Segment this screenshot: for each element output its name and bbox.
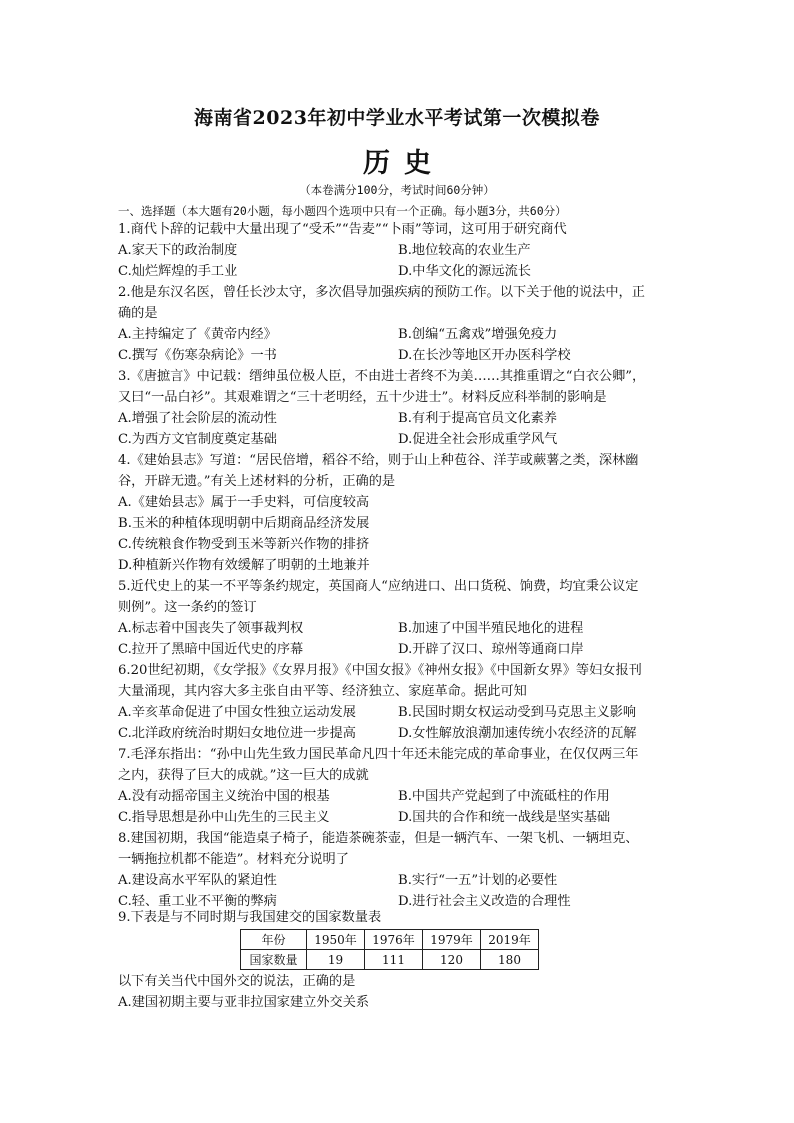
exam-title: 海南省2023年初中学业水平考试第一次模拟卷 (194, 107, 600, 129)
section-heading: 一、选择题（本大题有20小题，每小题四个选项中只有一个正确。每小题3分，共60分） (118, 204, 567, 218)
question-stem: 则例”。这一条约的签订 (118, 600, 257, 615)
option-a: A.建国初期主要与亚非拉国家建立外交关系 (118, 995, 370, 1010)
option-a: A.没有动摇帝国主义统治中国的根基 (118, 789, 330, 804)
question-stem: 之内，获得了巨大的成就。”这一巨大的成就 (118, 768, 369, 783)
question-stem: 1.商代卜辞的记载中大量出现了“受禾”“告麦”“卜雨”等词，这可用于研究商代 (118, 222, 567, 237)
option-d: D.进行社会主义改造的合理性 (398, 894, 571, 909)
option-b: B.民国时期女权运动受到马克思主义影响 (398, 705, 637, 720)
option-a: A.标志着中国丧失了领事裁判权 (118, 621, 304, 636)
table-cell: 111 (365, 950, 423, 970)
option-a: A.家天下的政治制度 (118, 243, 238, 258)
question-stem: 7.毛泽东指出：“孙中山先生致力国民革命凡四十年还未能完成的革命事业，在仅仅两三年 (118, 747, 639, 762)
option-c: C.轻、重工业不平衡的弊病 (118, 894, 277, 909)
question-stem: 5.近代史上的某一不平等条约规定，英国商人“应纳进口、出口货税、饷费，均宜秉公议定 (118, 579, 639, 594)
option-d: D.促进全社会形成重学风气 (398, 432, 558, 447)
question-stem: 以下有关当代中国外交的说法，正确的是 (118, 974, 356, 989)
option-b: B.加速了中国半殖民地化的进程 (398, 621, 584, 636)
option-d: D.种植新兴作物有效缓解了明朝的土地兼并 (118, 558, 370, 573)
question-stem: 3.《唐摭言》中记载：缙绅虽位极人臣，不由进士者终不为美……其推重谓之“白衣公卿”， (118, 369, 646, 384)
table-cell: 120 (423, 950, 481, 970)
option-d: D.开辟了汉口、琼州等通商口岸 (398, 642, 584, 657)
option-d: D.国共的合作和统一战线是坚实基础 (398, 810, 611, 825)
table-row (241, 950, 539, 970)
option-a: A.辛亥革命促进了中国女性独立运动发展 (118, 705, 356, 720)
question-stem: 又曰“一品白衫”。其艰难谓之“三十老明经，五十少进士”。材料反应科举制的影响是 (118, 390, 607, 405)
option-b: B.实行“一五”计划的必要性 (398, 873, 558, 888)
option-b: B.创编“五禽戏”增强免疫力 (398, 327, 558, 342)
table-header-cell: 1979年 (423, 930, 481, 950)
option-c: C.拉开了黑暗中国近代史的序幕 (118, 642, 304, 657)
option-b: B.地位较高的农业生产 (398, 243, 531, 258)
table-header-cell: 2019年 (481, 930, 539, 950)
question-stem: 大量涌现，其内容大多主张自由平等、经济独立、家庭革命。据此可知 (118, 684, 527, 699)
option-a: A.《建始县志》属于一手史料，可信度较高 (118, 495, 370, 510)
option-b: B.玉米的种植体现明朝中后期商品经济发展 (118, 516, 370, 531)
option-a: A.增强了社会阶层的流动性 (118, 411, 277, 426)
question-stem: 2.他是东汉名医，曾任长沙太守，多次倡导加强疾病的预防工作。以下关于他的说法中，正 (118, 285, 645, 300)
table-header-cell: 1976年 (365, 930, 423, 950)
option-c: C.指导思想是孙中山先生的三民主义 (118, 810, 330, 825)
option-c: C.为西方文官制度奠定基础 (118, 432, 277, 447)
option-a: A.主持编定了《黄帝内经》 (118, 327, 277, 342)
diplomacy-table (240, 929, 539, 970)
question-stem: 6.20世纪初期，《女学报》《女界月报》《中国女报》《神州女报》《中国新女界》等妇女报刊 (118, 663, 642, 678)
option-c: C.北洋政府统治时期妇女地位进一步提高 (118, 726, 356, 741)
option-a: A.建设高水平军队的紧迫性 (118, 873, 277, 888)
option-c: C.传统粮食作物受到玉米等新兴作物的排挤 (118, 537, 370, 552)
table-cell: 19 (307, 950, 365, 970)
option-c: C.灿烂辉煌的手工业 (118, 264, 238, 279)
table-header-cell: 年份 (241, 930, 307, 950)
question-stem: 谷，开辟无遗。”有关上述材料的分析，正确的是 (118, 474, 396, 489)
table-header-cell: 1950年 (307, 930, 365, 950)
question-stem: 9.下表是与不同时期与我国建交的国家数量表 (118, 910, 382, 925)
exam-note: （本卷满分100分，考试时间60分钟） (299, 183, 495, 197)
table-cell: 国家数量 (241, 950, 307, 970)
question-stem: 4.《建始县志》写道：“居民倍增，稻谷不给，则于山上种苞谷、洋芋或蕨薯之类，深林幽 (118, 453, 639, 468)
option-d: D.中华文化的源远流长 (398, 264, 531, 279)
option-c: C.撰写《伤寒杂病论》一书 (118, 348, 277, 363)
question-stem: 8.建国初期，我国“能造桌子椅子，能造茶碗茶壶，但是一辆汽车、一架飞机、一辆坦克、 (118, 831, 639, 846)
question-stem: 确的是 (118, 306, 158, 321)
table-row (241, 930, 539, 950)
option-d: D.在长沙等地区开办医科学校 (398, 348, 571, 363)
table-cell: 180 (481, 950, 539, 970)
option-b: B.有利于提高官员文化素养 (398, 411, 557, 426)
option-d: D.女性解放浪潮加速传统小农经济的瓦解 (398, 726, 637, 741)
subject-heading: 历史 (363, 148, 445, 179)
option-b: B.中国共产党起到了中流砥柱的作用 (398, 789, 610, 804)
question-stem: 一辆拖拉机都不能造”。材料充分说明了 (118, 852, 349, 867)
